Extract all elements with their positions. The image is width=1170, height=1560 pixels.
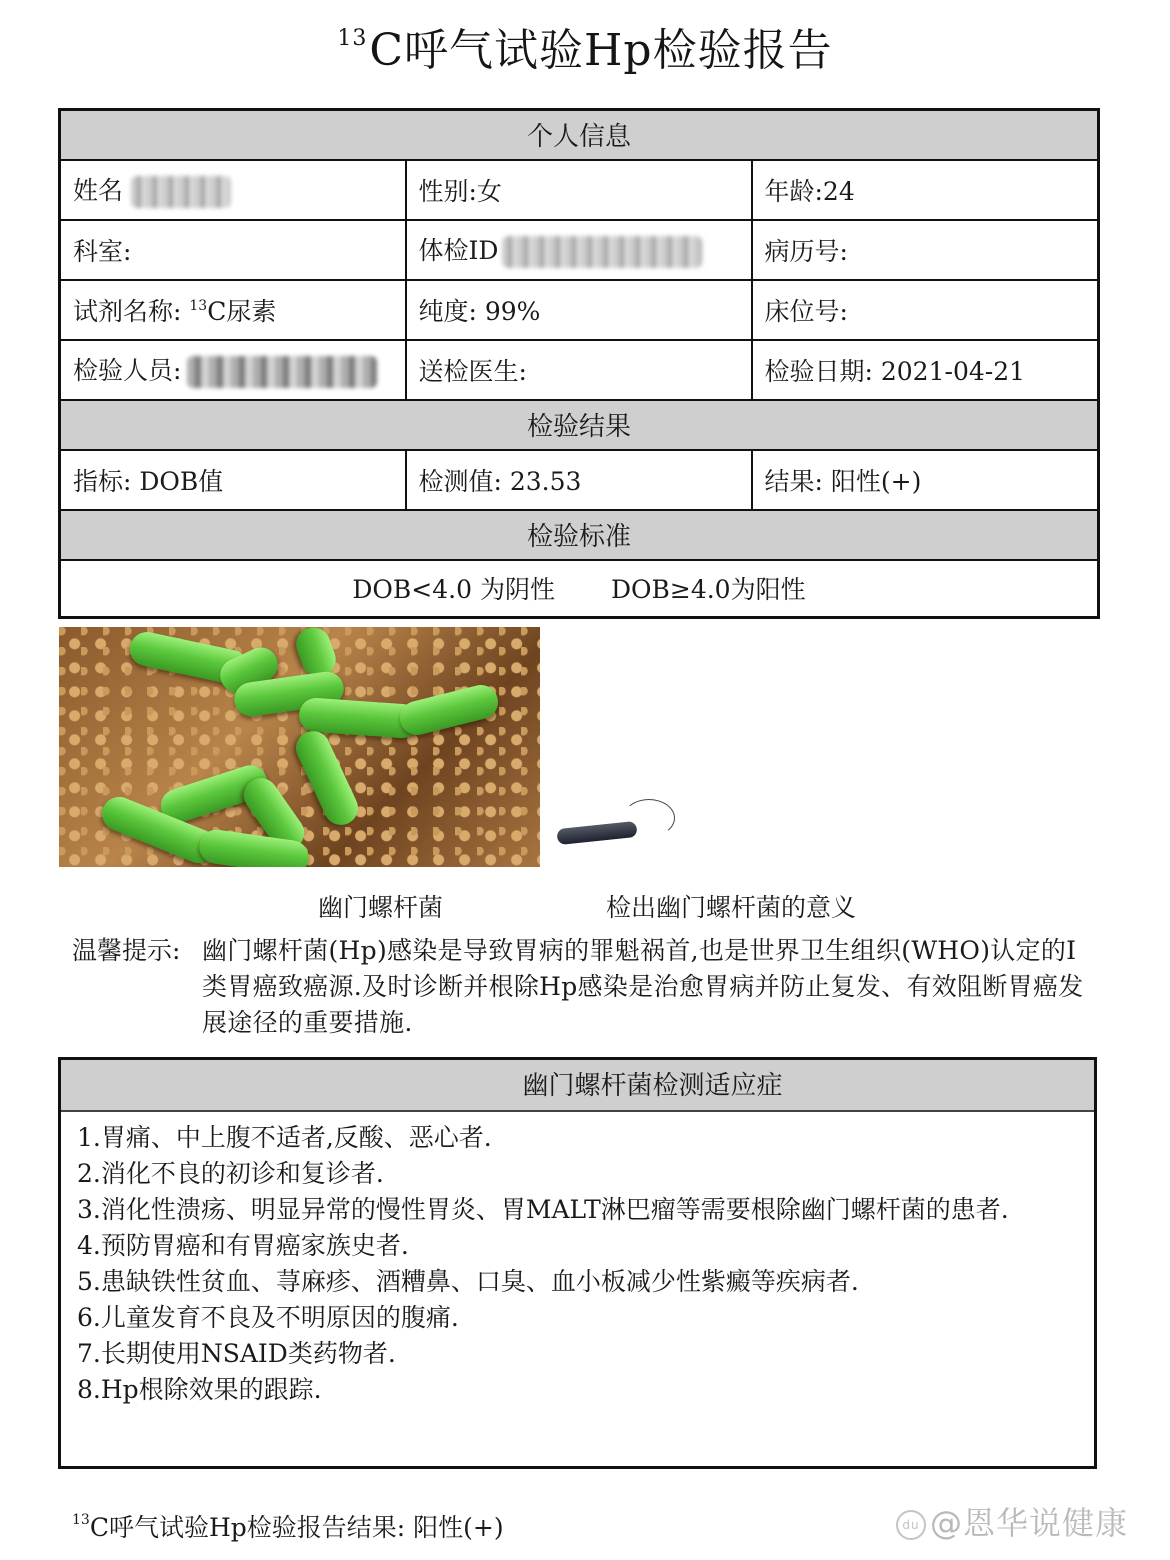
table-row [60, 220, 1099, 280]
reagent-name: C尿素 [207, 296, 277, 326]
list-item: 6.儿童发育不良及不明原因的腹痛. [77, 1303, 459, 1332]
watermark-text: @恩华说健康 [930, 1504, 1129, 1542]
indicator-cell: 指标: DOB值 [60, 450, 406, 510]
bed-number-cell: 床位号: [752, 280, 1099, 340]
standard-row [60, 560, 1099, 618]
image-caption-right: 检出幽门螺杆菌的意义 [606, 893, 857, 922]
footer-result [72, 1508, 504, 1544]
list-item: 8.Hp根除效果的跟踪. [77, 1375, 322, 1404]
indications-list [61, 1112, 1094, 1408]
measured-value-cell: 检测值: 23.53 [406, 450, 752, 510]
results-header: 检验结果 [60, 400, 1099, 450]
reagent-superscript: 13 [189, 297, 208, 314]
bacterium-illustration-image [553, 795, 685, 855]
tip-text: 幽门螺杆菌(Hp)感染是导致胃病的罪魁祸首,也是世界卫生组织(WHO)认定的I类胃癌致癌源.及时诊断并根除Hp感染是治愈胃病并防止复发、有效阻断胃癌发展途径的重要措施. [202, 936, 1084, 1037]
standard-header: 检验标准 [60, 510, 1099, 560]
paw-logo-icon: du [896, 1510, 926, 1540]
reagent-cell [60, 280, 406, 340]
examiner-label: 检验人员: [73, 355, 182, 385]
checkup-id-cell [406, 220, 752, 280]
age-cell: 年龄:24 [752, 160, 1099, 220]
reagent-label: 试剂名称: [73, 296, 190, 326]
test-date-cell: 检验日期: 2021-04-21 [752, 340, 1099, 400]
personal-info-header-row [60, 110, 1099, 160]
footer-superscript: 13 [72, 1512, 90, 1528]
redacted-name [131, 176, 231, 208]
image-caption-left: 幽门螺杆菌 [318, 893, 444, 922]
redacted-checkup-id [502, 236, 702, 268]
tip-label: 温馨提示: [72, 936, 181, 965]
standard-header-row [60, 510, 1099, 560]
result-cell: 结果: 阳性(+) [752, 450, 1099, 510]
report-title [0, 14, 1170, 78]
table-row [60, 340, 1099, 400]
list-item: 1.胃痛、中上腹不适者,反酸、恶心者. [77, 1123, 492, 1152]
standard-cell [60, 560, 1099, 618]
footer-result-text: C呼气试验Hp检验报告结果: 阳性(+) [89, 1513, 504, 1542]
table-row [60, 280, 1099, 340]
helicobacter-micrograph-image [59, 627, 540, 867]
standard-positive: DOB≥4.0为阳性 [610, 575, 806, 605]
department-cell: 科室: [60, 220, 406, 280]
name-cell [60, 160, 406, 220]
standard-negative: DOB<4.0 为阴性 [352, 575, 555, 605]
list-item: 4.预防胃癌和有胃癌家族史者. [77, 1231, 409, 1260]
report-title-text: C呼气试验Hp检验报告 [369, 25, 833, 76]
medical-record-cell: 病历号: [752, 220, 1099, 280]
list-item: 7.长期使用NSAID类药物者. [77, 1339, 396, 1368]
purity-cell: 纯度: 99% [406, 280, 752, 340]
table-row [60, 450, 1099, 510]
referring-doctor-cell: 送检医生: [406, 340, 752, 400]
list-item: 5.患缺铁性贫血、荨麻疹、酒糟鼻、口臭、血小板减少性紫癜等疾病者. [77, 1267, 859, 1296]
list-item: 2.消化不良的初诊和复诊者. [77, 1159, 384, 1188]
gender-cell: 性别:女 [406, 160, 752, 220]
name-label: 姓名 [73, 175, 124, 205]
personal-info-header: 个人信息 [60, 110, 1099, 160]
redacted-examiner [187, 356, 377, 388]
indications-box [58, 1057, 1097, 1469]
indications-header: 幽门螺杆菌检测适应症 [61, 1060, 1094, 1112]
isotope-superscript: 13 [337, 26, 368, 51]
watermark [896, 1498, 1128, 1544]
report-table [58, 108, 1100, 619]
results-header-row [60, 400, 1099, 450]
table-row [60, 160, 1099, 220]
examiner-cell [60, 340, 406, 400]
list-item: 3.消化性溃疡、明显异常的慢性胃炎、胃MALT淋巴瘤等需要根除幽门螺杆菌的患者. [77, 1195, 1009, 1224]
bacterium-body-shape [556, 821, 637, 845]
checkup-id-label: 体检ID [418, 235, 499, 265]
